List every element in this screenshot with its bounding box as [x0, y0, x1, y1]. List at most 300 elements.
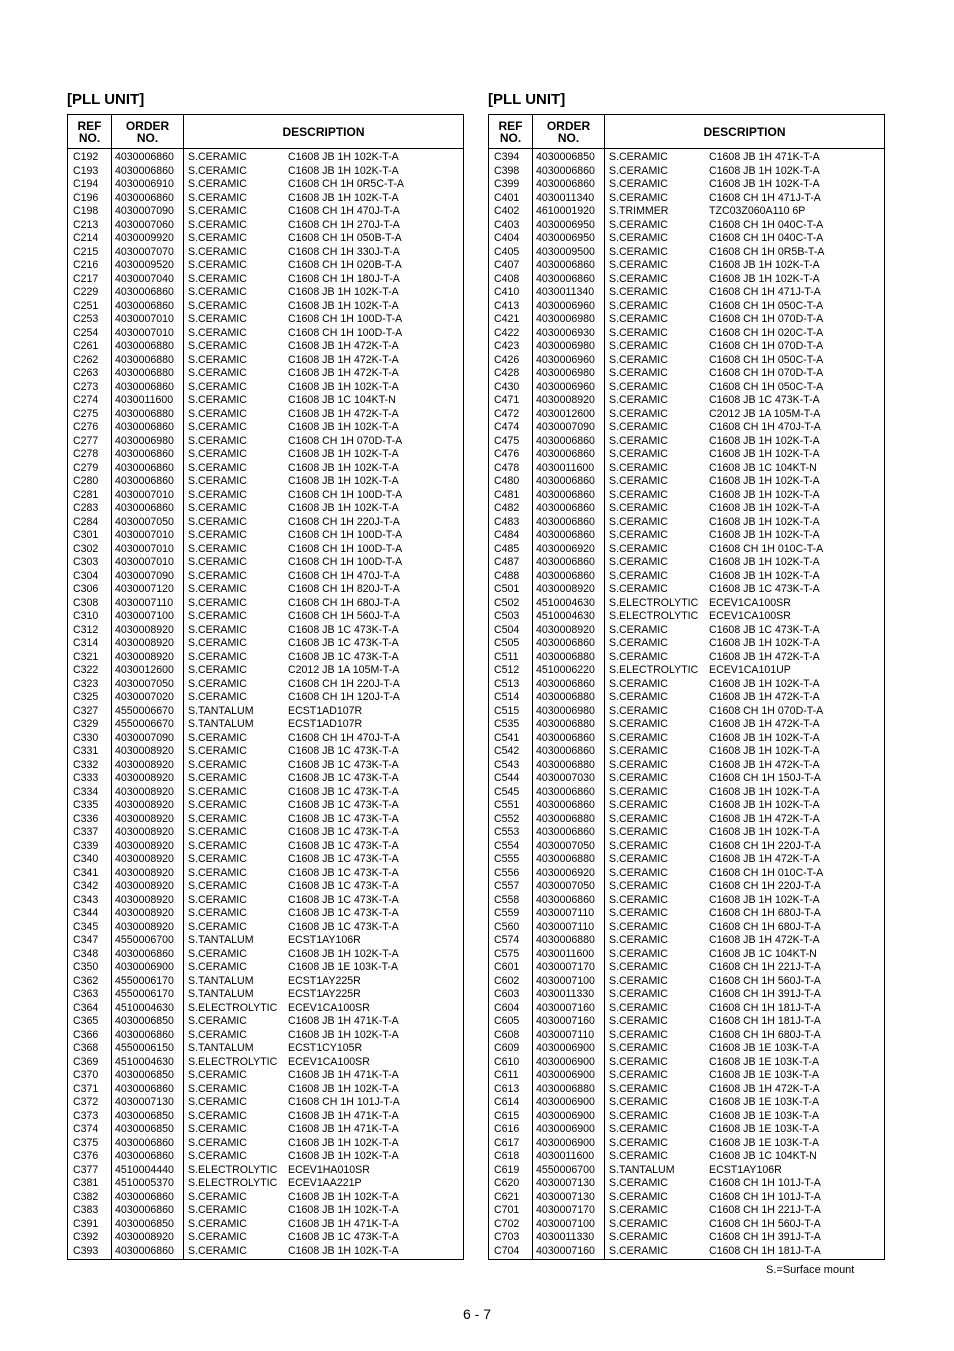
description-cell: [184, 421, 463, 435]
left-parts-table: [67, 114, 464, 1260]
order-no-cell: 4030009520: [115, 259, 174, 271]
part-type: S.CERAMIC: [188, 488, 247, 501]
order-no-cell: 4030006860: [536, 272, 595, 285]
description-cell: [605, 1042, 884, 1056]
part-spec: C1608 JB 1H 102K-T-A: [709, 731, 820, 744]
description-cell: [605, 570, 884, 584]
part-spec: C1608 CH 1H 100D-T-A: [288, 326, 403, 339]
order-no-cell: 4030007030: [536, 772, 595, 784]
description-cell: [605, 597, 884, 611]
ref-no-cell: C611: [494, 1069, 519, 1081]
order-no-header-label: ORDER NO.: [546, 118, 591, 145]
ref-no-cell: C276: [73, 421, 99, 433]
order-no-cell: 4030011340: [536, 191, 595, 204]
part-type: S.CERAMIC: [609, 326, 668, 339]
part-type: S.CERAMIC: [609, 947, 668, 960]
description-cell: [605, 1123, 884, 1137]
description-cell: [605, 961, 884, 975]
order-no-cell: 4030006860: [536, 745, 595, 757]
description-cell: [184, 340, 463, 354]
description-cell: [184, 178, 463, 192]
part-type: S.CERAMIC: [188, 259, 247, 271]
part-spec: C1608 JB 1H 102K-T-A: [709, 893, 820, 906]
description-header: [184, 115, 463, 148]
part-spec: C1608 JB 1H 102K-T-A: [288, 1082, 399, 1095]
ref-no-cell: C513: [494, 677, 520, 690]
part-spec: C1608 JB 1E 103K-T-A: [709, 1069, 820, 1081]
surface-mount-footnote: S.=Surface mount: [766, 1264, 855, 1276]
part-type: S.CERAMIC: [609, 1123, 668, 1135]
part-spec: C1608 JB 1C 473K-T-A: [288, 650, 399, 663]
part-type: S.CERAMIC: [609, 974, 668, 987]
ref-no-cell: C192: [73, 151, 99, 163]
part-spec: C1608 JB 1E 103K-T-A: [709, 1109, 820, 1122]
part-spec: C1608 JB 1H 102K-T-A: [288, 299, 399, 312]
ref-no-cell: C366: [73, 1028, 99, 1041]
ref-no-cell: C544: [494, 772, 520, 784]
order-no-cell: 4550006170: [115, 974, 174, 987]
part-type: S.CERAMIC: [609, 272, 668, 285]
part-type: S.ELECTROLYTIC: [609, 610, 699, 622]
description-cell: [605, 489, 884, 503]
order-no-cell: 4030012600: [115, 664, 174, 676]
description-cell: [184, 961, 463, 975]
part-spec: C1608 CH 1H 100D-T-A: [288, 542, 403, 555]
order-no-cell: 4030006920: [536, 542, 595, 555]
order-no-cell: 4030006860: [536, 569, 595, 582]
part-type: S.CERAMIC: [609, 367, 668, 379]
ref-no-cell: C350: [73, 961, 99, 973]
part-type: S.CERAMIC: [188, 407, 247, 420]
description-cell: [184, 1245, 463, 1259]
description-cell: [605, 1231, 884, 1245]
ref-no-cell: C335: [73, 799, 99, 811]
part-type: S.CERAMIC: [188, 502, 247, 514]
order-no-cell: 4030011600: [536, 1150, 595, 1162]
ref-no-cell: C401: [494, 191, 520, 204]
ref-no-cell: C277: [73, 434, 99, 447]
description-cell: [184, 1123, 463, 1137]
part-spec: C1608 JB 1C 473K-T-A: [288, 1231, 399, 1243]
part-type: S.CERAMIC: [188, 799, 247, 811]
ref-no-cell: C614: [494, 1096, 520, 1108]
part-spec: ECST1AY225R: [288, 988, 361, 1000]
description-cell: [184, 759, 463, 773]
part-spec: C1608 CH 1H 560J-T-A: [709, 974, 821, 987]
ref-no-cell: C336: [73, 812, 99, 825]
order-no-cell: 4030006980: [536, 340, 595, 352]
part-type: S.CERAMIC: [609, 245, 668, 258]
part-spec: C1608 CH 1H 040C-T-A: [709, 218, 824, 231]
description-cell: [605, 813, 884, 827]
description-cell: [605, 772, 884, 786]
part-type: S.CERAMIC: [188, 839, 247, 852]
part-spec: C1608 JB 1H 102K-T-A: [709, 502, 820, 514]
order-no-cell: 4030007040: [115, 272, 174, 285]
part-type: S.CERAMIC: [188, 245, 247, 258]
part-spec: ECST1AD107R: [288, 704, 363, 717]
ref-no-cell: C214: [73, 232, 99, 244]
description-cell: [605, 678, 884, 692]
left-parts-panel: [67, 91, 464, 1260]
order-no-cell: 4030006860: [536, 259, 595, 271]
part-type: S.CERAMIC: [188, 1028, 247, 1041]
ref-no-cell: C556: [494, 866, 520, 879]
part-type: S.ELECTROLYTIC: [188, 1055, 278, 1068]
part-spec: C1608 CH 1H 560J-T-A: [288, 610, 400, 622]
part-spec: C1608 CH 1H 070D-T-A: [288, 434, 403, 447]
ref-no-cell: C345: [73, 920, 99, 933]
part-type: S.CERAMIC: [188, 1244, 247, 1257]
description-cell: [184, 786, 463, 800]
order-no-cell: 4030007100: [536, 974, 595, 987]
order-no-cell: 4030006860: [536, 488, 595, 501]
order-no-cell: 4030007090: [536, 421, 595, 433]
ref-no-cell: C478: [494, 461, 520, 474]
part-type: S.CERAMIC: [188, 475, 247, 487]
part-type: S.CERAMIC: [609, 340, 668, 352]
part-type: S.CERAMIC: [188, 880, 247, 892]
part-spec: C1608 JB 1H 102K-T-A: [288, 1244, 399, 1257]
order-no-cell: 4030006900: [115, 961, 174, 973]
part-spec: ECST1AY106R: [288, 934, 361, 946]
part-spec: C1608 JB 1C 473K-T-A: [288, 880, 399, 892]
ref-no-cell: C554: [494, 839, 520, 852]
part-spec: C1608 CH 1H 101J-T-A: [288, 1096, 400, 1108]
order-no-cell: 4030007170: [536, 961, 595, 973]
part-type: S.TANTALUM: [188, 934, 254, 946]
part-type: S.ELECTROLYTIC: [188, 1001, 278, 1014]
part-spec: C1608 JB 1C 473K-T-A: [288, 799, 399, 811]
part-type: S.CERAMIC: [609, 785, 668, 798]
part-type: S.CERAMIC: [609, 421, 668, 433]
part-spec: C1608 CH 1H 680J-T-A: [709, 907, 821, 919]
ref-no-cell: C545: [494, 785, 520, 798]
part-type: S.CERAMIC: [609, 407, 668, 420]
ref-no-cell: C398: [494, 164, 520, 177]
part-spec: C1608 JB 1C 473K-T-A: [288, 785, 399, 798]
order-no-cell: 4030006860: [115, 1082, 174, 1095]
description-cell: [605, 340, 884, 354]
ref-no-cell: C555: [494, 853, 520, 865]
part-type: S.CERAMIC: [609, 866, 668, 879]
description-cell: [605, 273, 884, 287]
order-no-cell: 4030007110: [115, 596, 174, 609]
part-spec: C1608 JB 1H 102K-T-A: [709, 529, 820, 541]
description-cell: [184, 583, 463, 597]
description-cell: [184, 300, 463, 314]
ref-no-cell: C610: [494, 1055, 520, 1068]
part-type: S.CERAMIC: [188, 947, 247, 960]
part-type: S.CERAMIC: [609, 637, 668, 649]
order-no-cell: 4030009500: [536, 245, 595, 258]
part-spec: C1608 JB 1C 473K-T-A: [288, 920, 399, 933]
order-no-cell: 4030006860: [115, 461, 174, 474]
description-cell: [605, 151, 884, 165]
order-no-cell: 4030007160: [536, 1244, 595, 1257]
order-no-cell: 4030007010: [115, 556, 174, 568]
part-spec: ECEV1CA100SR: [709, 596, 791, 609]
description-cell: [605, 867, 884, 881]
left-ref-column: [68, 149, 112, 1259]
part-type: S.CERAMIC: [609, 799, 668, 811]
right-description-column: [605, 149, 884, 1259]
part-type: S.CERAMIC: [609, 380, 668, 393]
part-spec: C1608 JB 1H 472K-T-A: [709, 812, 820, 825]
part-spec: C1608 JB 1C 473K-T-A: [288, 637, 399, 649]
part-spec: C1608 JB 1H 102K-T-A: [288, 448, 399, 460]
description-cell: [184, 934, 463, 948]
description-cell: [605, 1150, 884, 1164]
part-spec: C1608 CH 1H 070D-T-A: [709, 367, 824, 379]
part-spec: C1608 CH 1H 050B-T-A: [288, 232, 402, 244]
order-no-cell: 4550006170: [115, 988, 174, 1000]
part-type: S.CERAMIC: [609, 731, 668, 744]
order-no-cell: 4030007060: [115, 218, 174, 231]
part-type: S.CERAMIC: [609, 1069, 668, 1081]
ref-no-cell: C701: [494, 1204, 520, 1216]
part-type: S.CERAMIC: [609, 556, 668, 568]
part-spec: C1608 JB 1H 472K-T-A: [709, 650, 820, 663]
part-type: S.CERAMIC: [609, 961, 668, 973]
description-cell: [184, 543, 463, 557]
ref-no-cell: C487: [494, 556, 520, 568]
part-type: S.CERAMIC: [609, 218, 668, 231]
ref-no-cell: C552: [494, 812, 520, 825]
order-no-cell: 4030006860: [115, 164, 174, 177]
order-no-cell: 4030006880: [115, 340, 174, 352]
ref-no-cell: C383: [73, 1204, 99, 1216]
description-cell: [184, 772, 463, 786]
part-spec: C1608 CH 1H 010C-T-A: [709, 866, 824, 879]
order-no-cell: 4030007100: [115, 610, 174, 622]
part-type: S.CERAMIC: [609, 232, 668, 244]
part-type: S.CERAMIC: [188, 434, 247, 447]
description-cell: [605, 691, 884, 705]
order-no-cell: 4030006850: [115, 1069, 174, 1081]
part-spec: ECEV1CA101UP: [709, 664, 791, 676]
description-cell: [605, 313, 884, 327]
part-spec: C1608 JB 1H 472K-T-A: [709, 718, 820, 730]
part-spec: C1608 JB 1H 102K-T-A: [709, 826, 820, 838]
description-cell: [184, 489, 463, 503]
part-spec: C1608 JB 1H 472K-T-A: [709, 758, 820, 771]
order-no-cell: 4030006880: [536, 650, 595, 663]
part-spec: C1608 JB 1E 103K-T-A: [709, 1042, 820, 1054]
right-ref-column: [489, 149, 533, 1259]
part-spec: C1608 CH 1H 220J-T-A: [709, 839, 821, 852]
description-cell: [184, 1204, 463, 1218]
part-type: S.CERAMIC: [609, 1244, 668, 1257]
part-type: S.CERAMIC: [609, 1001, 668, 1014]
part-spec: C1608 JB 1H 472K-T-A: [288, 367, 399, 379]
ref-no-cell: C703: [494, 1231, 520, 1243]
ref-no-cell: C262: [73, 353, 99, 366]
part-spec: C1608 JB 1C 104KT-N: [709, 947, 817, 960]
left-table-body: [68, 149, 463, 1259]
part-spec: C1608 CH 1H 181J-T-A: [709, 1001, 821, 1014]
part-spec: C1608 CH 1H 100D-T-A: [288, 313, 403, 325]
part-spec: C1608 JB 1H 102K-T-A: [288, 191, 399, 204]
order-no-cell: 4030006860: [536, 799, 595, 811]
ref-no-cell: C261: [73, 340, 99, 352]
order-no-cell: 4030006860: [536, 785, 595, 798]
ref-no-cell: C483: [494, 515, 520, 528]
description-cell: [184, 381, 463, 395]
description-cell: [184, 1150, 463, 1164]
ref-no-cell: C617: [494, 1136, 520, 1149]
order-no-cell: 4030006880: [536, 718, 595, 730]
description-cell: [184, 192, 463, 206]
ref-no-cell: C421: [494, 313, 520, 325]
part-type: S.CERAMIC: [188, 340, 247, 352]
order-no-cell: 4030007110: [536, 907, 595, 919]
part-spec: C1608 CH 1H 221J-T-A: [709, 1204, 821, 1216]
order-no-cell: 4030006900: [536, 1042, 595, 1054]
part-spec: C1608 JB 1C 104KT-N: [288, 394, 396, 406]
part-spec: C1608 CH 1H 470J-T-A: [288, 205, 400, 217]
order-no-cell: 4030006950: [536, 218, 595, 231]
ref-no-cell: C403: [494, 218, 520, 231]
description-cell: [605, 705, 884, 719]
right-parts-table: [488, 114, 885, 1260]
part-type: S.CERAMIC: [609, 353, 668, 366]
ref-no-cell: C405: [494, 245, 520, 258]
order-no-cell: 4030006860: [115, 448, 174, 460]
order-no-cell: 4030006860: [536, 677, 595, 690]
ref-no-cell: C392: [73, 1231, 99, 1243]
part-spec: C1608 JB 1H 471K-T-A: [288, 1069, 399, 1081]
part-type: S.TANTALUM: [188, 988, 254, 1000]
page-number: 6 - 7: [462, 1306, 491, 1322]
order-no-cell: 4030006860: [115, 475, 174, 487]
description-cell: [184, 1096, 463, 1110]
part-type: S.CERAMIC: [188, 448, 247, 460]
description-cell: [605, 327, 884, 341]
order-no-cell: 4030008920: [115, 799, 174, 811]
order-no-cell: 4030011600: [536, 461, 595, 474]
ref-no-cell: C410: [494, 286, 520, 298]
description-cell: [605, 1056, 884, 1070]
part-spec: C1608 JB 1H 102K-T-A: [709, 178, 820, 190]
order-no-cell: 4030008920: [115, 839, 174, 852]
description-cell: [184, 1137, 463, 1151]
ref-no-cell: C283: [73, 502, 99, 514]
description-cell: [184, 475, 463, 489]
description-cell: [184, 948, 463, 962]
part-spec: C1608 JB 1H 102K-T-A: [288, 164, 399, 177]
part-spec: ECST1AD107R: [288, 718, 363, 730]
order-no-cell: 4030006860: [115, 286, 174, 298]
part-spec: C1608 CH 1H 020B-T-A: [288, 259, 402, 271]
part-type: S.CERAMIC: [188, 623, 247, 636]
description-cell: [184, 1029, 463, 1043]
ref-no-header-label: REF NO.: [498, 118, 523, 145]
order-no-cell: 4030006860: [115, 1136, 174, 1149]
part-spec: C2012 JB 1A 105M-T-A: [709, 407, 821, 420]
part-type: S.CERAMIC: [188, 151, 247, 163]
description-cell: [184, 151, 463, 165]
ref-no-cell: C368: [73, 1042, 99, 1054]
part-type: S.CERAMIC: [188, 353, 247, 366]
ref-no-cell: C535: [494, 718, 520, 730]
order-no-cell: 4030006880: [115, 353, 174, 366]
ref-no-cell: C620: [494, 1177, 520, 1189]
description-cell: [184, 1177, 463, 1191]
order-no-cell: 4030012600: [536, 407, 595, 420]
part-type: S.CERAMIC: [609, 448, 668, 460]
part-type: S.CERAMIC: [188, 772, 247, 784]
part-type: S.CERAMIC: [188, 650, 247, 663]
order-no-cell: 4030006950: [536, 232, 595, 244]
part-spec: C1608 JB 1C 473K-T-A: [288, 839, 399, 852]
order-no-cell: 4030007170: [536, 1204, 595, 1216]
part-spec: C1608 CH 1H 100D-T-A: [288, 488, 403, 501]
part-type: S.CERAMIC: [188, 853, 247, 865]
part-type: S.CERAMIC: [609, 772, 668, 784]
part-spec: C1608 JB 1H 472K-T-A: [288, 407, 399, 420]
ref-no-cell: C426: [494, 353, 520, 366]
part-spec: C1608 JB 1E 103K-T-A: [709, 1136, 820, 1149]
description-cell: [184, 813, 463, 827]
order-no-cell: 4030007070: [115, 245, 174, 258]
part-type: S.CERAMIC: [609, 1177, 668, 1189]
ref-no-cell: C481: [494, 488, 520, 501]
part-spec: C1608 CH 1H 0R5B-T-A: [709, 245, 825, 258]
order-no-cell: 4030007100: [536, 1217, 595, 1230]
description-cell: [184, 502, 463, 516]
order-no-cell: 4550006670: [115, 704, 174, 717]
order-no-cell: 4610001920: [536, 205, 595, 217]
part-spec: C1608 JB 1H 472K-T-A: [709, 853, 820, 865]
description-cell: [605, 988, 884, 1002]
part-type: S.CERAMIC: [609, 1028, 668, 1041]
description-cell: [605, 556, 884, 570]
ref-no-cell: C602: [494, 974, 520, 987]
order-no-cell: 4030006980: [536, 704, 595, 717]
part-type: S.CERAMIC: [188, 1217, 247, 1230]
part-spec: C1608 JB 1H 102K-T-A: [288, 1190, 399, 1203]
order-no-cell: 4030007010: [115, 529, 174, 541]
left-description-column: [184, 149, 463, 1259]
part-type: S.CERAMIC: [609, 529, 668, 541]
description-cell: [605, 354, 884, 368]
part-spec: C1608 JB 1H 102K-T-A: [288, 461, 399, 474]
order-no-cell: 4030008920: [115, 812, 174, 825]
order-no-cell: 4030008920: [115, 907, 174, 919]
description-cell: [605, 543, 884, 557]
order-no-cell: 4030008920: [536, 583, 595, 595]
order-no-cell: 4550006700: [536, 1163, 595, 1176]
part-spec: C1608 CH 1H 680J-T-A: [709, 1028, 821, 1041]
ref-no-cell: C505: [494, 637, 520, 649]
ref-no-cell: C321: [73, 650, 99, 663]
description-cell: [184, 570, 463, 584]
description-cell: [184, 678, 463, 692]
part-spec: C1608 CH 1H 050C-T-A: [709, 380, 824, 393]
ref-no-cell: C302: [73, 542, 99, 555]
part-spec: C1608 JB 1H 102K-T-A: [709, 745, 820, 757]
part-spec: ECST1AY106R: [709, 1163, 782, 1176]
part-type: S.CERAMIC: [188, 218, 247, 231]
ref-no-cell: C503: [494, 610, 520, 622]
part-spec: C1608 CH 1H 220J-T-A: [288, 515, 400, 528]
ref-no-cell: C312: [73, 623, 99, 636]
description-cell: [605, 1137, 884, 1151]
part-type: S.ELECTROLYTIC: [609, 664, 699, 676]
part-type: S.CERAMIC: [609, 286, 668, 298]
ref-no-cell: C475: [494, 434, 520, 447]
